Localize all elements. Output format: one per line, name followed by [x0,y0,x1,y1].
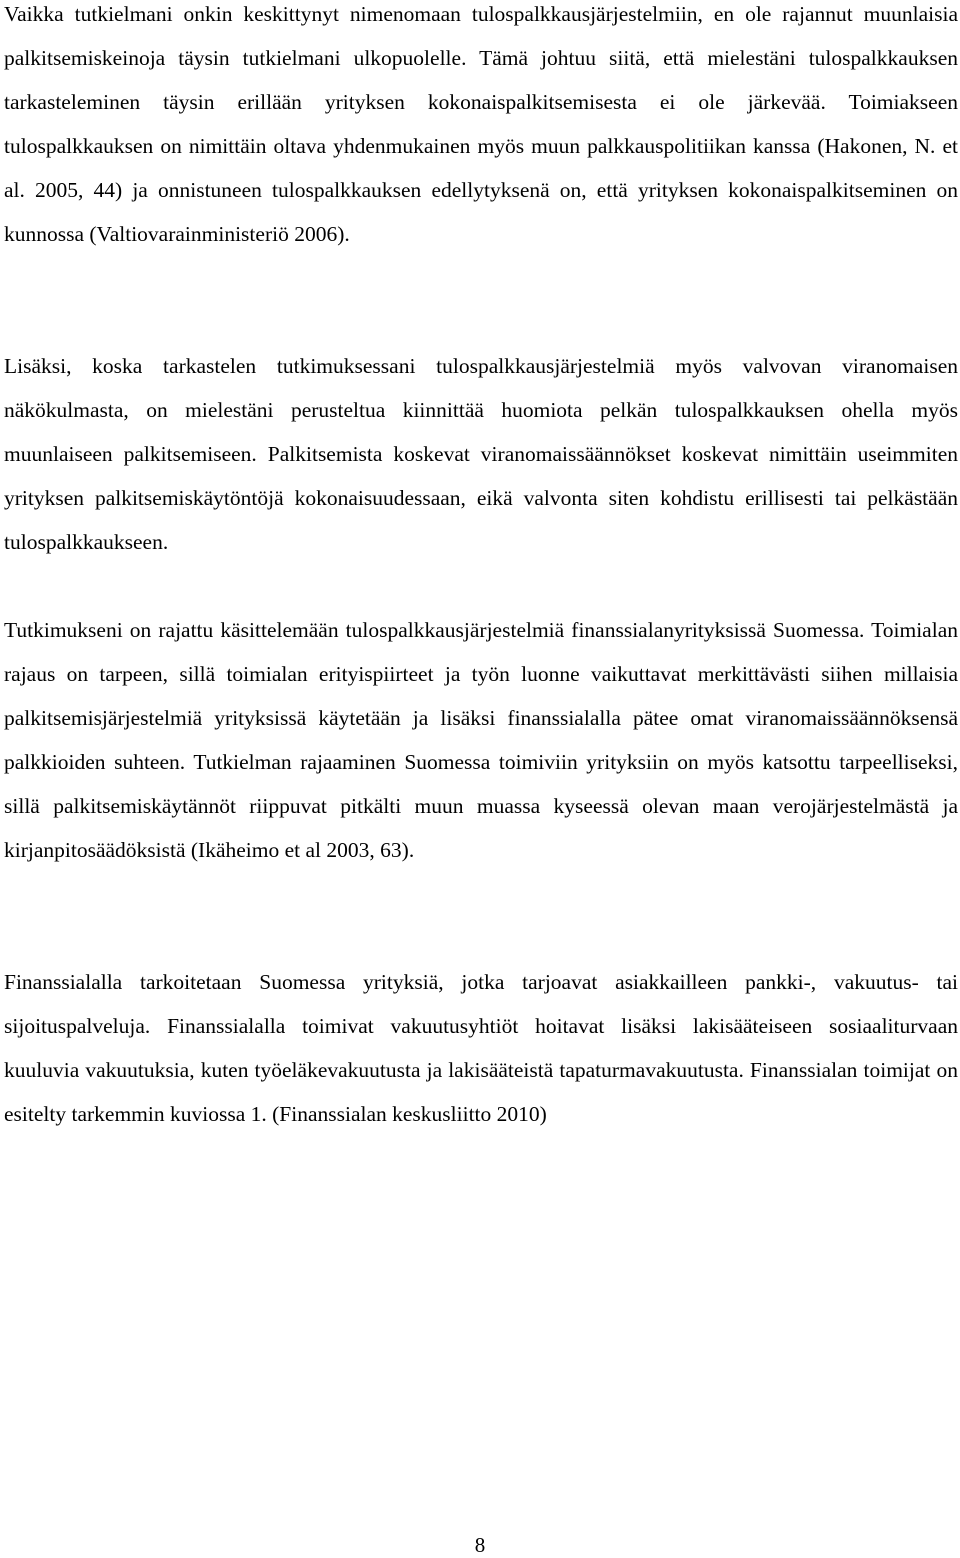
paragraph-1: Vaikka tutkielmani onkin keskittynyt nimenomaan tulospalkkausjärjestelmiin, en ole rajannut muunlaisia palkitsemiskeinoja täysin tutkielmani ulkopuolelle. Tämä johtuu siitä, että mielestäni tulospalkkauksen tarkasteleminen täysin erillään yrityksen kokonaispalkitsemisesta ei ole järkevää. Toimiakseen tulospalkkauksen on nimittäin oltava yhdenmukainen myös muun palkkauspolitiikan kanssa (Hakonen, N. et al. 2005, 44) ja onnistuneen tulospalkkauksen edellytyksenä on, että yrityksen kokonaispalkitseminen on kunnossa (Valtiovarainministeriö 2006). [4,2,958,246]
paragraph-2: Lisäksi, koska tarkastelen tutkimuksessani tulospalkkausjärjestelmiä myös valvovan viranomaisen näkökulmasta, on mielestäni perusteltua kiinnittää huomiota pelkän tulospalkkauksen ohella myös muunlaiseen palkitsemiseen. Palkitsemista koskevat viranomaissäännökset koskevat nimittäin useimmiten yrityksen palkitsemiskäytöntöjä kokonaisuudessaan, eikä valvonta siten kohdistu erillisesti tai pelkästään tulospalkkaukseen. [4,354,958,554]
page-number: 8 [474,1533,486,1557]
paragraph-4: Finanssialalla tarkoitetaan Suomessa yrityksiä, jotka tarjoavat asiakkailleen pankki-, vakuutus- tai sijoituspalveluja. Finanssialalla toimivat vakuutusyhtiöt hoitavat lisäksi lakisääteiseen sosiaaliturvaan kuuluvia vakuutuksia, kuten työeläkevakuutusta ja lakisääteistä tapaturmavakuutusta. Finanssialan toimijat on esitelty tarkemmin kuviossa 1. (Finanssialan keskusliitto 2010) [4,970,958,1126]
paragraph-3: Tutkimukseni on rajattu käsittelemään tulospalkkausjärjestelmiä finanssialanyrityksissä Suomessa. Toimialan rajaus on tarpeen, sillä toimialan erityispiirteet ja työn luonne vaikuttavat merkittävästi siihen millaisia palkitsemisjärjestelmiä yrityksissä käytetään ja lisäksi finanssialalla pätee omat viranomaissäännöksensä palkkioiden suhteen. Tutkielman rajaaminen Suomessa toimiviin yrityksiin on myös katsottu tarpeelliseksi, sillä palkitsemiskäytännöt riippuvat pitkälti muun muassa kyseessä olevan maan verojärjestelmästä ja kirjanpitosäädöksistä (Ikäheimo et al 2003, 63). [4,618,958,862]
